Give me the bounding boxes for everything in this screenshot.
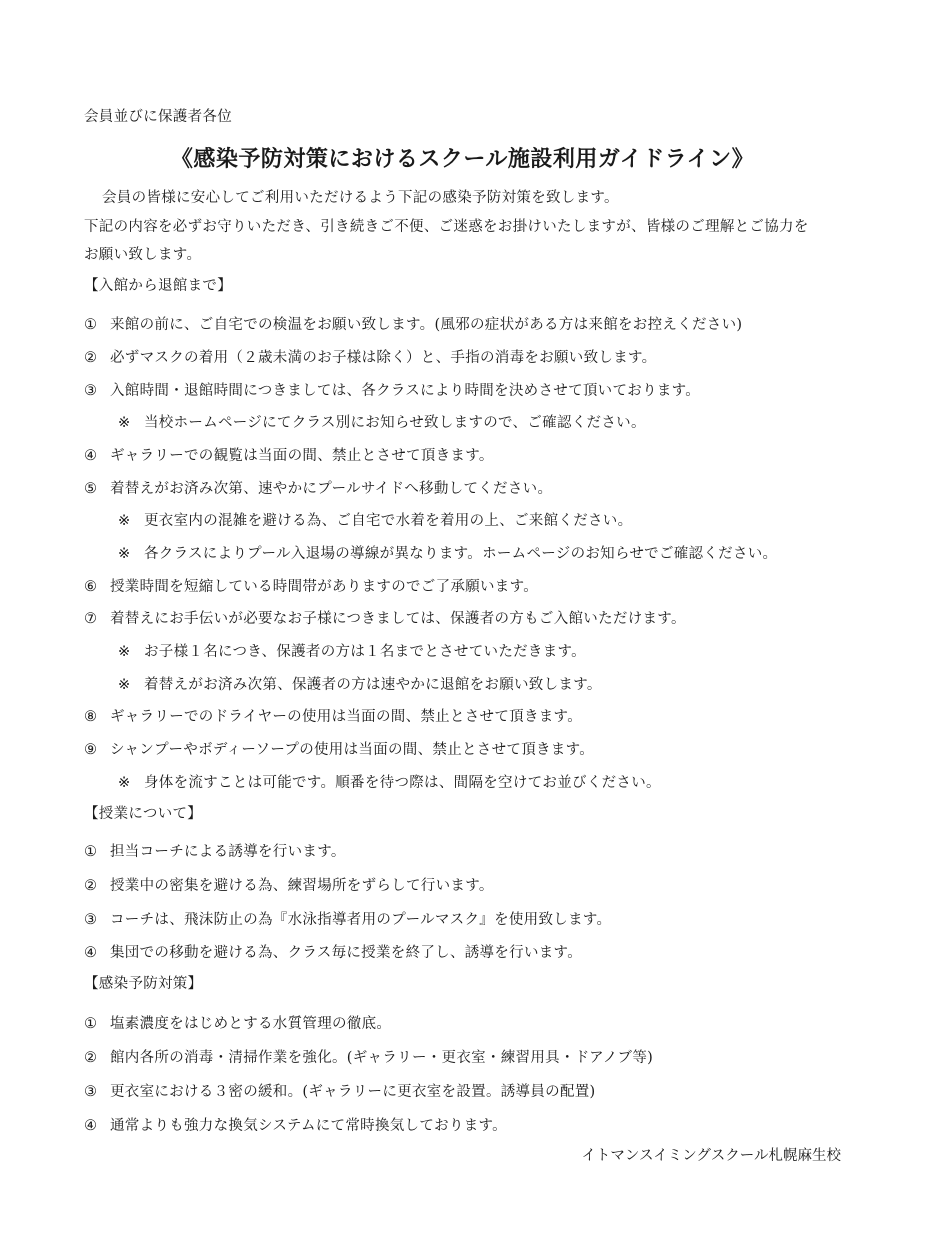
item-text: 授業時間を短縮している時間帯がありますのでご了承願います。 — [110, 579, 539, 595]
list-item — [84, 316, 742, 334]
item-number: ⑥ — [84, 579, 98, 595]
item-text: 集団での移動を避ける為、クラス毎に授業を終了し、誘導を行います。 — [110, 945, 583, 961]
item-number: ⑤ — [84, 481, 98, 497]
list-item — [84, 382, 700, 400]
item-number: ③ — [84, 383, 98, 399]
item-text: ギャラリーでのドライヤーの使用は当面の間、禁止とさせて頂きます。 — [110, 709, 583, 725]
item-text: 着替えにお手伝いが必要なお子様につきましては、保護者の方もご入館いただけます。 — [110, 611, 686, 627]
item-number: ① — [84, 1016, 98, 1032]
list-item — [84, 741, 594, 759]
intro-line-1: 会員の皆様に安心してご利用いただけるよう下記の感染予防対策を致します。 — [102, 190, 619, 206]
list-item — [84, 708, 582, 726]
item-text: 着替えがお済み次第、速やかにプールサイドへ移動してください。 — [110, 481, 553, 497]
note-item — [118, 643, 586, 661]
list-item — [84, 1049, 653, 1067]
item-text: コーチは、飛沫防止の為『水泳指導者用のプールマスク』を使用致します。 — [110, 912, 612, 928]
list-item — [84, 349, 656, 367]
item-number: ② — [84, 350, 98, 366]
note-text: 更衣室内の混雑を避ける為、ご自宅で水着を着用の上、ご来館ください。 — [144, 513, 633, 529]
list-item — [84, 877, 494, 895]
list-item — [84, 610, 686, 628]
note-item — [118, 774, 661, 792]
note-text: 当校ホームページにてクラス別にお知らせ致しますので、ご確認ください。 — [144, 415, 646, 431]
intro-line-3: お願い致します。 — [84, 247, 202, 263]
item-text: 必ずマスクの着用（２歳未満のお子様は除く）と、手指の消毒をお願い致します。 — [110, 350, 657, 366]
item-number: ⑦ — [84, 611, 98, 627]
item-number: ② — [84, 878, 98, 894]
note-mark: ※ — [118, 415, 131, 431]
item-number: ④ — [84, 945, 98, 961]
note-mark: ※ — [118, 513, 131, 529]
item-number: ① — [84, 317, 98, 333]
item-text: ギャラリーでの観覧は当面の間、禁止とさせて頂きます。 — [110, 448, 494, 464]
item-number: ③ — [84, 1084, 98, 1100]
section-heading-lessons: 【授業について】 — [84, 806, 203, 822]
list-item — [84, 578, 538, 596]
item-text: 館内各所の消毒・清掃作業を強化。(ギャラリー・更衣室・練習用具・ドアノブ等) — [110, 1050, 654, 1066]
list-item — [84, 447, 494, 465]
item-text: 更衣室における３密の緩和。(ギャラリーに更衣室を設置。誘導員の配置) — [110, 1084, 596, 1100]
list-item — [84, 944, 582, 962]
item-text: 授業中の密集を避ける為、練習場所をずらして行います。 — [110, 878, 494, 894]
note-mark: ※ — [118, 644, 131, 660]
item-text: 入館時間・退館時間につきましては、各クラスにより時間を決めさせて頂いております。 — [110, 383, 701, 399]
item-number: ④ — [84, 1118, 98, 1134]
note-text: お子様１名につき、保護者の方は１名までとさせていただきます。 — [144, 644, 586, 660]
item-text: 担当コーチによる誘導を行います。 — [110, 844, 346, 860]
item-number: ④ — [84, 448, 98, 464]
note-text: 各クラスによりプール入退場の導線が異なります。ホームページのお知らせでご確認ください。 — [144, 546, 778, 562]
section-heading-prevention: 【感染予防対策】 — [84, 976, 203, 992]
note-mark: ※ — [118, 546, 131, 562]
item-text: シャンプーやボディーソープの使用は当面の間、禁止とさせて頂きます。 — [110, 742, 595, 758]
item-text: 塩素濃度をはじめとする水質管理の徹底。 — [110, 1016, 392, 1032]
note-item — [118, 414, 646, 432]
note-mark: ※ — [118, 677, 131, 693]
item-number: ① — [84, 844, 98, 860]
section-heading-entry-exit: 【入館から退館まで】 — [84, 278, 232, 294]
list-item — [84, 911, 611, 929]
list-item — [84, 1015, 391, 1033]
item-number: ② — [84, 1050, 98, 1066]
list-item — [84, 843, 346, 861]
intro-line-2: 下記の内容を必ずお守りいただき、引き続きご不便、ご迷惑をお掛けいたしますが、皆様のご理解とご協力を — [84, 219, 809, 235]
item-number: ⑧ — [84, 709, 98, 725]
note-text: 身体を流すことは可能です。順番を待つ際は、間隔を空けてお並びください。 — [144, 775, 661, 791]
note-item — [118, 512, 632, 530]
note-mark: ※ — [118, 775, 131, 791]
note-text: 着替えがお済み次第、保護者の方は速やかに退館をお願い致します。 — [144, 677, 602, 693]
item-number: ③ — [84, 912, 98, 928]
note-item — [118, 676, 602, 694]
addressee: 会員並びに保護者各位 — [84, 109, 232, 125]
item-number: ⑨ — [84, 742, 98, 758]
list-item — [84, 1117, 507, 1135]
note-item — [118, 545, 777, 563]
list-item — [84, 1083, 596, 1101]
list-item — [84, 480, 552, 498]
school-name: イトマンスイミングスクール札幌麻生校 — [581, 1148, 841, 1164]
item-text: 通常よりも強力な換気システムにて常時換気しております。 — [110, 1118, 507, 1134]
document-title: 《感染予防対策におけるスクール施設利用ガイドライン》 — [170, 146, 755, 172]
item-text: 来館の前に、ご自宅での検温をお願い致します。(風邪の症状がある方は来館をお控えください) — [110, 317, 743, 333]
